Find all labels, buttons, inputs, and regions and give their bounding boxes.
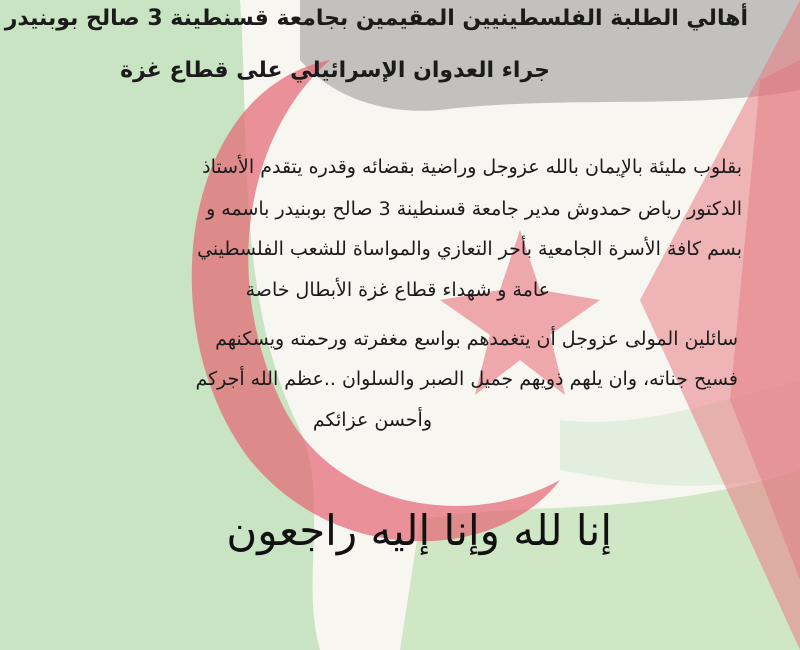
body-line: فسيح جناته، وان يلهم ذويهم جميل الصبر والسلوان ..عظم الله أجركم xyxy=(195,368,738,390)
header-line-2: جراء العدوان الإسرائيلي على قطاع غزة xyxy=(120,58,550,83)
header-line-1: أهالي الطلبة الفلسطينيين المقيمين بجامعة قسنطينة 3 صالح بوبنيدر xyxy=(4,6,748,31)
body-line: وأحسن عزائكم xyxy=(312,409,432,431)
body-line: سائلين المولى عزوجل أن يتغمدهم بواسع مغفرته ورحمته ويسكنهم xyxy=(215,328,738,350)
body-line: الدكتور رياض حمدوش مدير جامعة قسنطينة 3 صالح بوبنيدر باسمه و xyxy=(206,198,742,220)
body-line: بسم كافة الأسرة الجامعية بأحر التعازي والمواساة للشعب الفلسطيني xyxy=(197,238,742,260)
body-line: عامة و شهداء قطاع غزة الأبطال خاصة xyxy=(245,279,550,301)
closing-verse: إنا لله وإنا إليه راجعون xyxy=(226,506,612,555)
body-line: بقلوب مليئة بالإيمان بالله عزوجل وراضية بقضائه وقدره يتقدم الأستاذ xyxy=(202,156,742,178)
